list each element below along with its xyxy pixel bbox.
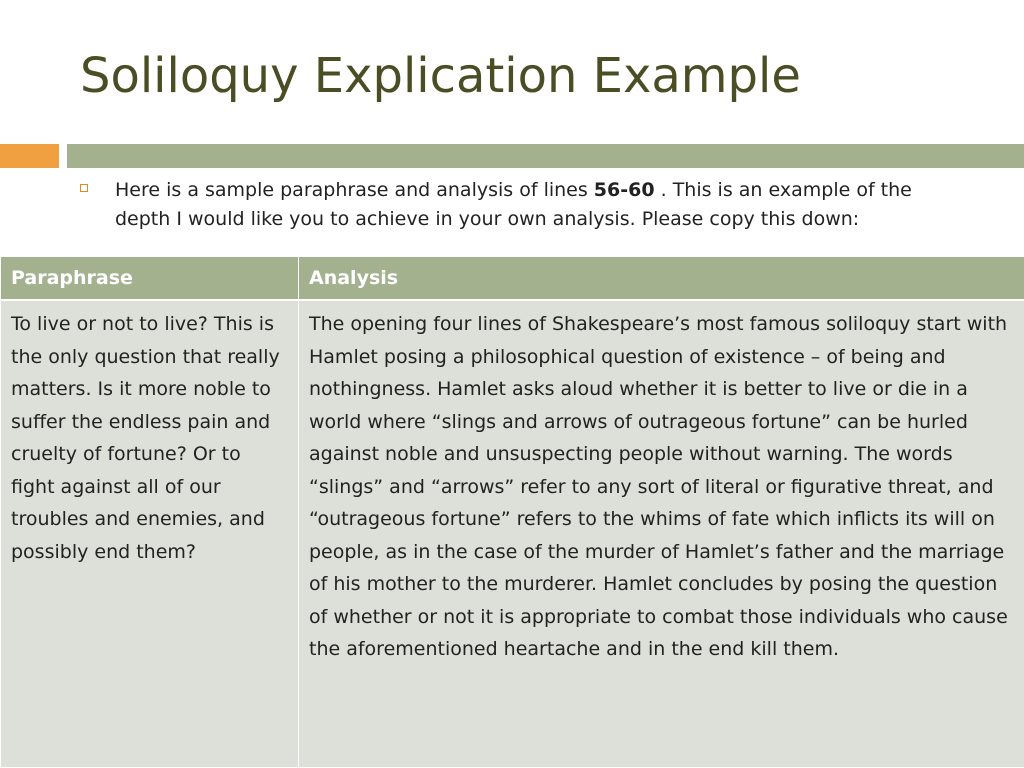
- slide-title: Soliloquy Explication Example: [80, 48, 801, 104]
- intro-lines-bold: 56-60: [593, 179, 655, 201]
- cell-analysis: The opening four lines of Shakespeare’s most famous soliloquy start with Hamlet posing a philosophical question of existence – of being and nothingness. Hamlet asks aloud whether it is better to live or die in a world where “slings and arrows of outrageous fortune” can be hurled against noble and unsuspecting people without warning. The words “slings” and “arrows” refer to any sort of literal or figurative threat, and “outrageous fortune” refers to the whims of fate which inflicts its will on people, as in the case of the murder of Hamlet’s father and the marriage of his mother to the murderer. Hamlet concludes by posing the question of whether or not it is appropriate to combat those individuals who cause the aforementioned heartache and in the end kill them.: [299, 300, 1024, 768]
- intro-text: [115, 176, 955, 234]
- accent-bar-orange: [0, 144, 59, 168]
- cell-paraphrase: To live or not to live? This is the only question that really matters. Is it more noble to suffer the endless pain and cruelty of fortune? Or to fight against all of our troubles and enemies, and possibly end them?: [1, 300, 299, 768]
- explication-table: [0, 256, 1024, 768]
- header-analysis: Analysis: [299, 257, 1024, 301]
- intro-text-before: Here is a sample paraphrase and analysis of lines: [115, 179, 594, 201]
- accent-bar-green: [67, 144, 1024, 168]
- header-paraphrase: Paraphrase: [1, 257, 299, 301]
- square-bullet-icon: [80, 184, 88, 192]
- table-header-row: [1, 257, 1024, 301]
- intro-text-after: . This is an example of the depth I would like you to achieve in your own analysis. Please copy this down:: [115, 179, 912, 230]
- table-row: [1, 300, 1024, 768]
